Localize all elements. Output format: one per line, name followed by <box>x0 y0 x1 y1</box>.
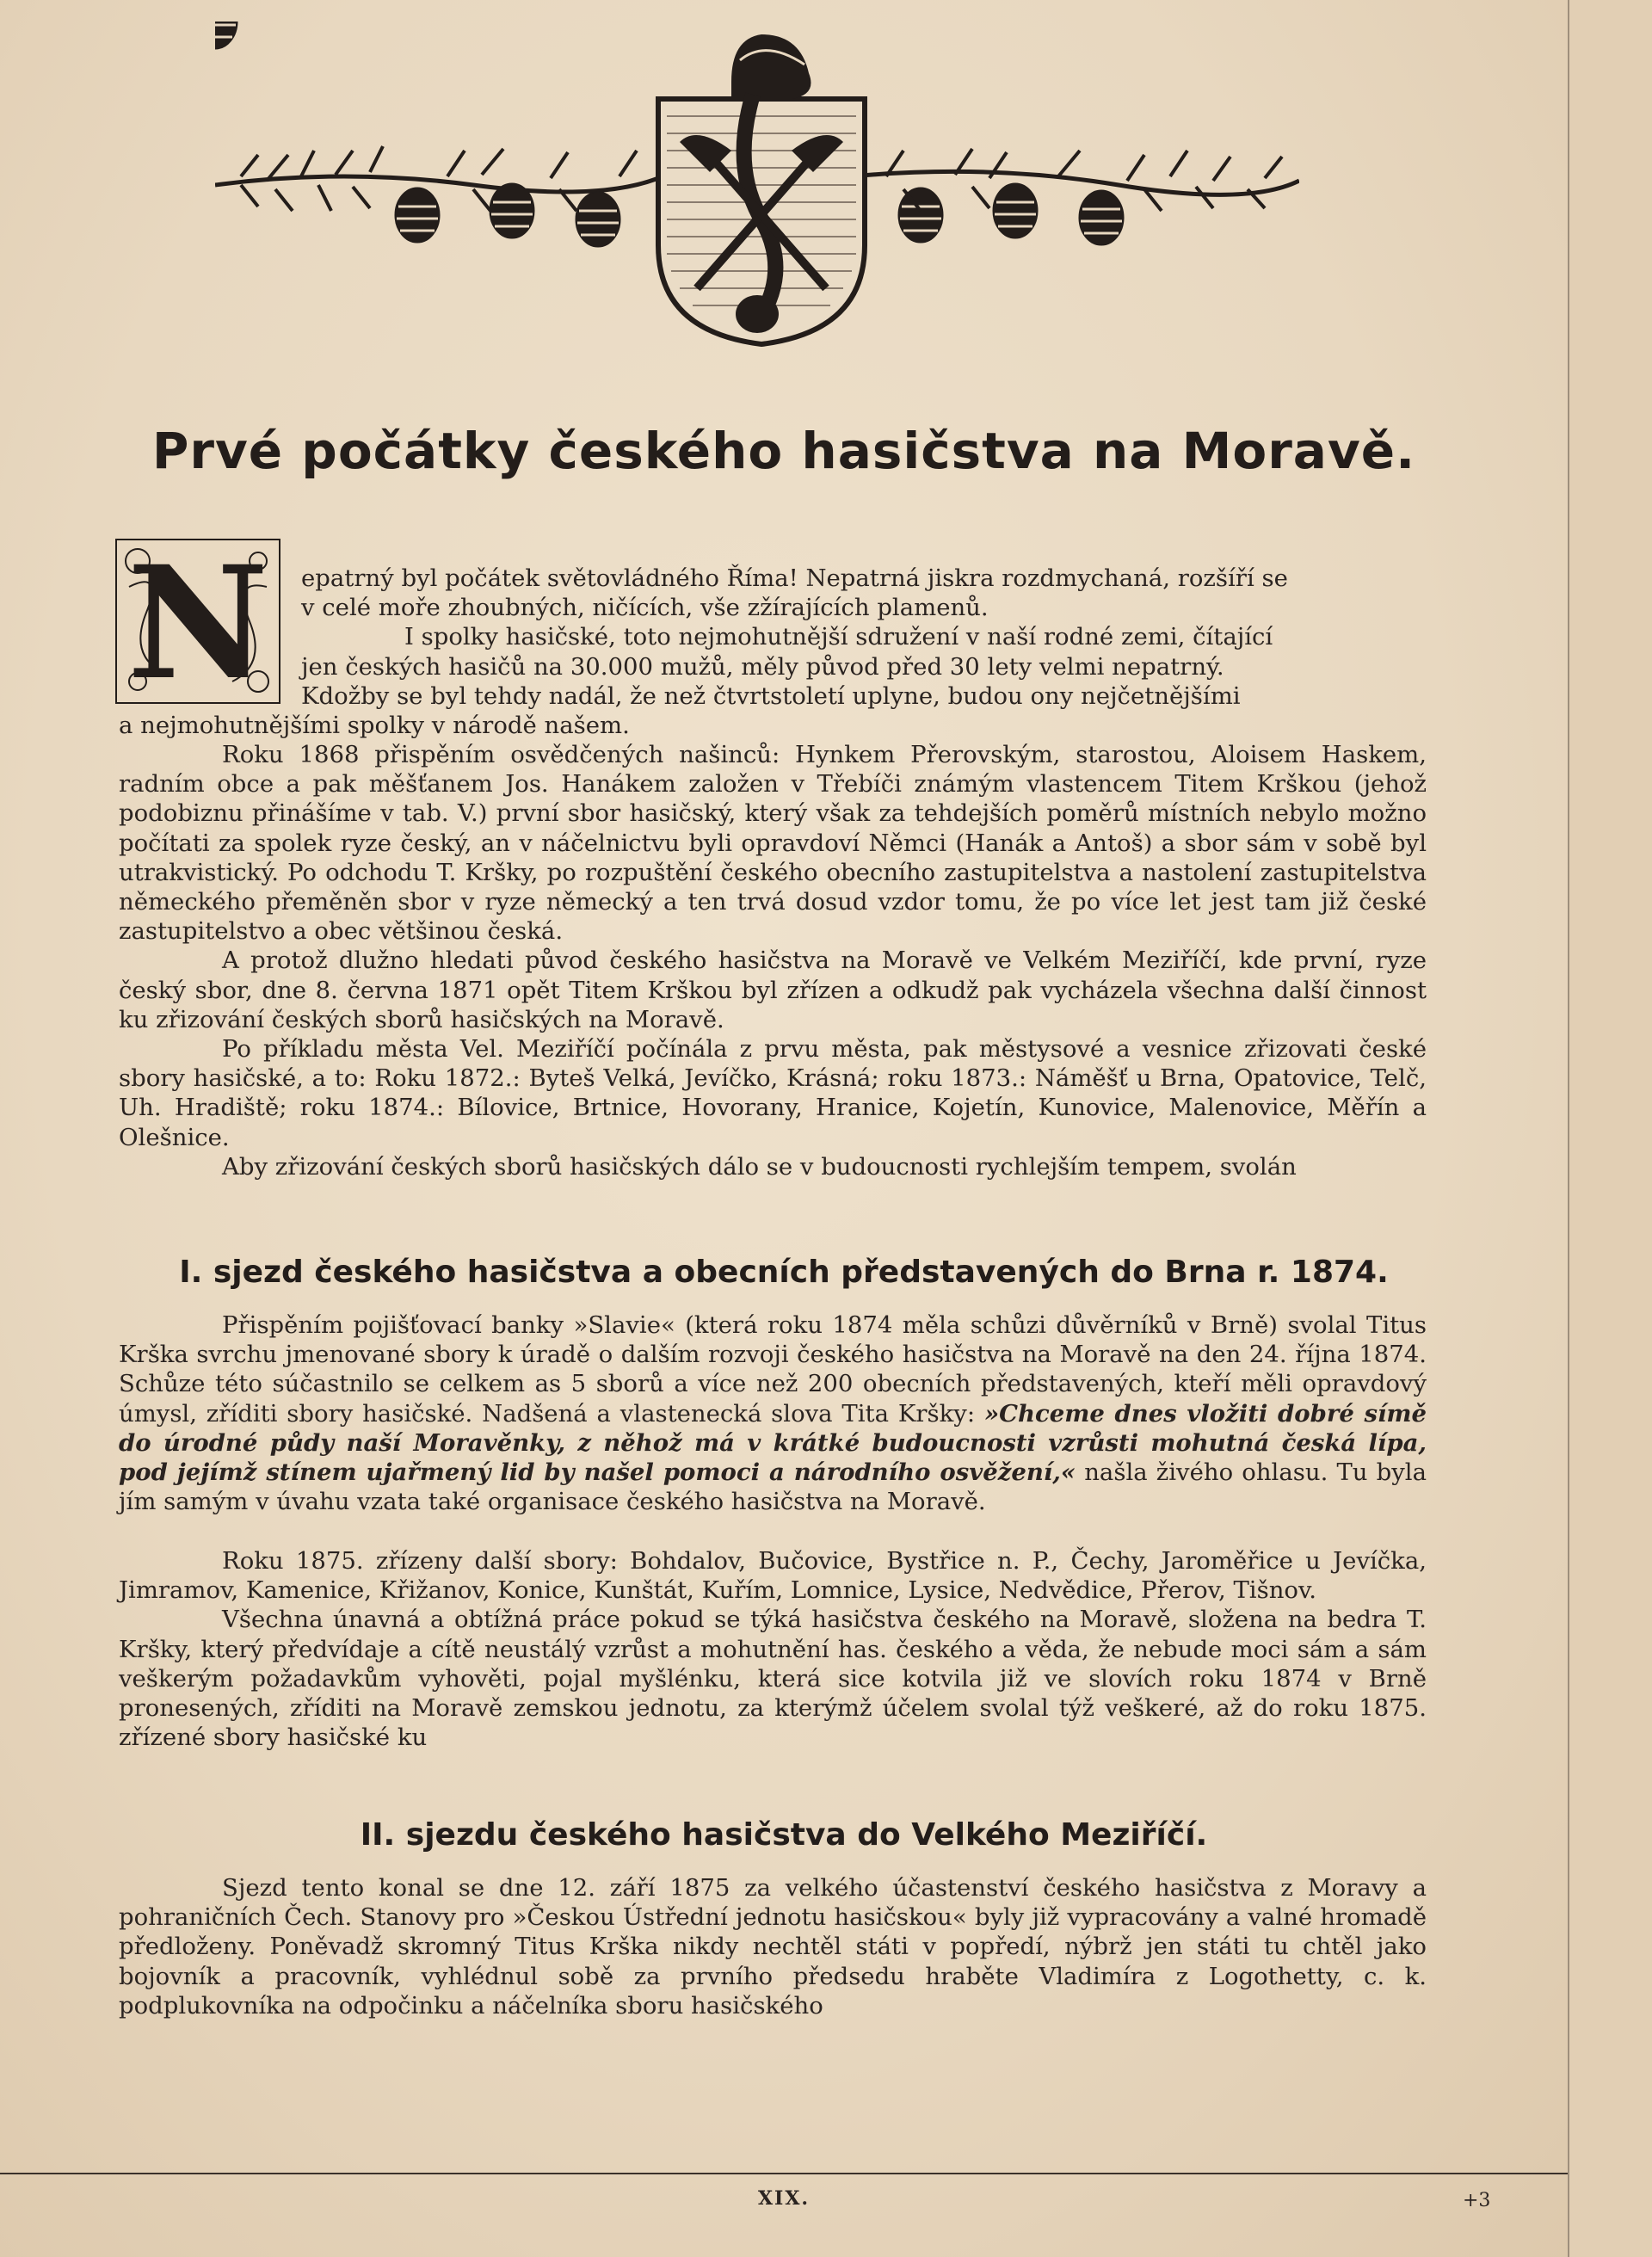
intro-block <box>301 564 1424 711</box>
initial-letter: N <box>126 535 269 707</box>
paragraph: Sjezd tento konal se dne 12. září 1875 za velkého účastenství českého hasičstva z Moravy a pohraničních Čech. Stanovy pro »Českou Ústřední jednotu hasičskou« byly již vypracovány a valné hromadě předloženy. Poněvadž skromný Titus Krška nikdy nechtěl státi v popředí, nýbrž jen státi tu chtěl jako bojovník a pracovník, vyhlédnul sobě za prvního předsedu hraběte Vladimíra z Logothetty, c. k. podplukovníka na odpočinku a náčelníka sboru hasičského <box>119 1874 1427 2020</box>
adjacent-page-edge <box>1568 0 1652 2257</box>
page-number: XIX. <box>757 2187 811 2210</box>
paragraph-text: našla živého ohlasu. Tu byla jím samým v úvahu vzata také organisace českého hasičstva na Moravě. <box>119 1458 1427 1516</box>
intro-tail: a nejmohutnějšími spolky v národě našem. <box>119 712 630 739</box>
intro-line: I spolky hasičské, toto nejmohutnější sdružení v naší rodné zemi, čítající <box>404 623 1273 651</box>
paragraph: A protož dlužno hledati původ českého hasičstva na Moravě ve Velkém Meziříčí, kde první, ryze český sbor, dne 8. června 1871 opět Titem Krškou byl zřízen a odkudž pak vycházela všechna další činnost ku zřizování českých sborů hasičských na Moravě. <box>119 947 1427 1033</box>
intro-line: v celé moře zhoubných, ničících, vše zžírajících plamenů. <box>301 594 989 622</box>
intro-line: Kdožby se byl tehdy nadál, že než čtvrtstoletí uplyne, budou ony nejčetnějšími <box>301 681 1241 710</box>
paragraph: Roku 1875. zřízeny další sbory: Bohdalov, Bučovice, Bystřice n. P., Čechy, Jaroměřice u Jevíčka, Jimramov, Kamenice, Křižanov, Konice, Kunštát, Kuřím, Lomnice, Lysice, Nedvědice, Přerov, Tišnov. <box>119 1547 1427 1605</box>
section-3-paragraphs <box>119 1546 1427 1752</box>
bottom-rule <box>0 2173 1568 2174</box>
paragraph-text: Přispěním pojišťovací banky »Slavie« (která roku 1874 měla schůzi důvěrníků v Brně) svolal Titus Krška svrchu jmenované sbory k úradě o dalším rozvoji českého hasičstva na Moravě na den 24. října 1874. Schůze této súčastnilo se celkem as 5 sborů a více než 200 obecních představených, kteří měli opravdový úmysl, zříditi sbory hasičské. Nadšená a vlastenecká slova Tita Kršky: <box>119 1311 1427 1428</box>
section-4-paragraph <box>119 1873 1427 2020</box>
krska-quote: »Chceme dnes vložiti dobré símě do úrodné půdy naší Moravěnky, z něhož má v krátké budoucnosti vzrůsti mohutná česká lípa, pod jejímž stínem ujařmený lid by našel pomoci a národního osvěžení,« <box>119 1399 1427 1487</box>
paragraph: Aby zřizování českých sborů hasičských dálo se v budoucnosti rychlejším tempem, svolán <box>222 1152 1297 1181</box>
paragraph: Všechna únavná a obtížná práce pokud se týká hasičstva českého na Moravě, složena na bedra T. Kršky, který předvídaje a cítě neustálý vzrůst a mohutnění has. českého a věda, že nebude moci sám a sám veškerým požadavkům vyhověti, pojal myšlénku, která sice kotvila již ve slovích roku 1874 v Brně pronesených, zříditi na Moravě zemskou jednotu, za kterýmž účelem svolal týž veškeré, až do roku 1875. zřízené sbory hasičské ku <box>119 1606 1427 1752</box>
section-1-paragraphs <box>119 740 1427 1181</box>
intro-line: epatrný byl počátek světovládného Říma! Nepatrná jiskra rozdmychaná, rozšíří se <box>301 564 1288 592</box>
section-heading-1: I. sjezd českého hasičstva a obecních představených do Brna r. 1874. <box>179 1255 1389 1290</box>
ornamental-initial-icon <box>112 535 284 707</box>
paragraph: Po příkladu města Vel. Meziříčí počínála z prvu města, pak městysové a vesnice zřizovati české sbory hasičské, a to: Roku 1872.: Byteš Velká, Jevíčko, Krásná; roku 1873.: Náměšť u Brna, Opatovice, Telč, Uh. Hradiště; roku 1874.: Bílovice, Brtnice, Hovorany, Hranice, Kojetín, Kunovice, Malenovice, Měřín a Olešnice. <box>119 1035 1427 1151</box>
corner-mark: +3 <box>1463 2190 1491 2211</box>
firefighter-emblem-icon <box>215 22 1299 357</box>
paragraph <box>119 1310 1427 1516</box>
page-title: Prvé počátky českého hasičstva na Moravě. <box>151 422 1416 480</box>
section-2-paragraph <box>119 1310 1427 1516</box>
paragraph: Roku 1868 přispěním osvědčených našinců: Hynkem Přerovským, starostou, Aloisem Haskem, radním obce a pak měšťanem Jos. Hanákem založen v Třebíči známým vlastencem Titem Krškou (jehož podobiznu přinášíme v tab. V.) první sbor hasičský, který však za tehdejších poměrů místních nebylo možno počítati za spolek ryze český, an v náčelnictvu byli opravdoví Němci (Hanák a Antoš) a sbor sám v sobě byl utrakvistický. Po odchodu T. Kršky, po rozpuštění českého obecního zastupitelstva a nastolení zastupitelstva německého přeměněn sbor v ryze německý a ten trvá dosud vzdor tomu, že po více let jest tam již české zastupitelstvo a obec většinou česká. <box>119 741 1427 946</box>
section-heading-2: II. sjezdu českého hasičstva do Velkého Meziříčí. <box>360 1817 1208 1853</box>
intro-line: jen českých hasičů na 30.000 mužů, měly původ před 30 lety velmi nepatrný. <box>301 652 1224 681</box>
